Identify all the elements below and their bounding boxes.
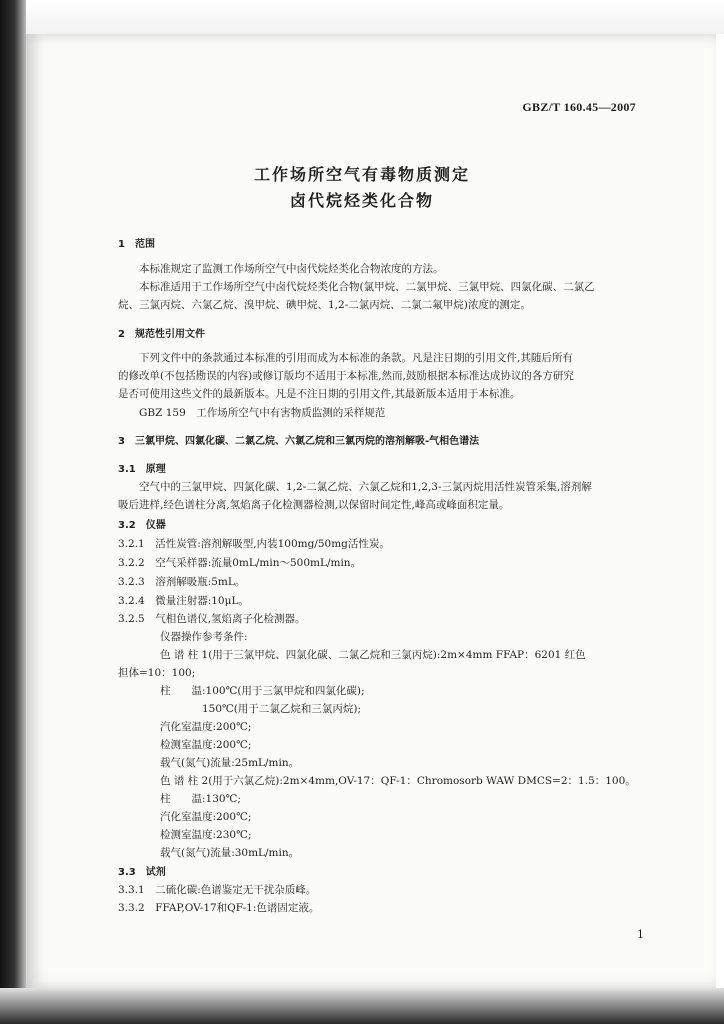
clause-line: 检测室温度:200℃;	[118, 739, 252, 751]
clause-line: 载气(氮气)流量:25mL/min。	[118, 757, 300, 769]
paragraph-line: 的修改单(不包括勘误的内容)或修订版均不适用于本标准,然而,鼓励根据本标准达成协议的各方研究	[118, 370, 574, 382]
subsection-heading: 3.2 仪器	[118, 520, 166, 531]
clause-line: 3.2.2 空气采样器:流量0mL/min～500mL/min。	[118, 557, 362, 569]
clause-line: 担体=10：100;	[118, 667, 196, 679]
paragraph-line: 本标准规定了监测工作场所空气中卤代烷烃类化合物浓度的方法。	[118, 263, 444, 275]
document-subtitle: 卤代烷烃类化合物	[289, 191, 434, 210]
clause-line: 汽化室温度:200℃;	[118, 811, 252, 823]
clause-line: 柱 温:100℃(用于三氯甲烷和四氯化碳);	[118, 685, 365, 697]
clause-line: 3.2.4 微量注射器:10μL。	[118, 595, 249, 607]
clause-line: 仪器操作参考条件:	[118, 631, 248, 643]
document-title: 工作场所空气有毒物质测定	[253, 165, 470, 184]
paragraph-line: 烷、三氯丙烷、六氯乙烷、溴甲烷、碘甲烷、1,2-二氯丙烷、二氯二氟甲烷)浓度的测定。	[118, 299, 531, 311]
clause-line: 3.3.1 二硫化碳:色谱鉴定无干扰杂质峰。	[118, 884, 317, 896]
clause-line: 3.2.3 溶剂解吸瓶:5mL。	[118, 576, 246, 588]
section-heading: 2 规范性引用文件	[118, 329, 205, 340]
section-heading: 3 三氯甲烷、四氯化碳、二氯乙烷、六氯乙烷和三氯丙烷的溶剂解吸-气相色谱法	[118, 436, 480, 447]
clause-line: 检测室温度:230℃;	[118, 829, 252, 841]
clause-line: 3.2.5 气相色谱仪,氢焰离子化检测器。	[118, 613, 306, 625]
page-number: 1	[637, 928, 644, 941]
standard-code: GBZ/T 160.45—2007	[522, 100, 636, 114]
clause-line: 载气(氮气)流量:30mL/min。	[118, 847, 300, 859]
paragraph-line: 本标准适用于工作场所空气中卤代烷烃类化合物(氯甲烷、二氯甲烷、三氯甲烷、四氯化碳、二氯乙	[118, 281, 595, 293]
section-heading: 1 范围	[118, 239, 155, 250]
reference-line: GBZ 159 工作场所空气中有害物质监测的采样规范	[118, 407, 386, 419]
clause-line: 150℃(用于二氯乙烷和三氯丙烷);	[118, 703, 362, 715]
paragraph-line: 下列文件中的条款通过本标准的引用而成为本标准的条款。凡是注日期的引用文件,其随后所有	[118, 352, 573, 364]
clause-line: 3.2.1 活性炭管:溶剂解吸型,内装100mg/50mg活性炭。	[118, 538, 390, 550]
subsection-heading: 3.3 试剂	[118, 867, 166, 878]
paragraph-line: 是否可使用这些文件的最新版本。凡是不注日期的引用文件,其最新版本适用于本标准。	[118, 388, 521, 400]
scan-margin-left	[0, 0, 26, 1024]
clause-line: 色 谱 柱 1(用于三氯甲烷、四氯化碳、二氯乙烷和三氯丙烷):2m×4mm FFAP：6201 红色	[118, 649, 586, 661]
clause-line: 柱 温:130℃;	[118, 793, 241, 805]
scan-margin-top	[0, 0, 724, 34]
paragraph-line: 空气中的三氯甲烷、四氯化碳、1,2-二氯乙烷、六氯乙烷和1,2,3-三氯丙烷用活性炭管采集,溶剂解	[118, 481, 592, 493]
clause-line: 3.3.2 FFAP,OV-17和QF-1:色谱固定液。	[118, 902, 320, 914]
subsection-heading: 3.1 原理	[118, 464, 166, 475]
clause-line: 色 谱 柱 2(用于六氯乙烷):2m×4mm,OV-17：QF-1：Chromosorb WAW DMCS=2：1.5：100。	[118, 775, 636, 787]
clause-line: 汽化室温度:200℃;	[118, 721, 252, 733]
paragraph-line: 吸后进样,经色谱柱分离,氢焰离子化检测器检测,以保留时间定性,峰高或峰面积定量。	[118, 499, 510, 511]
scan-margin-bottom	[0, 988, 724, 1024]
